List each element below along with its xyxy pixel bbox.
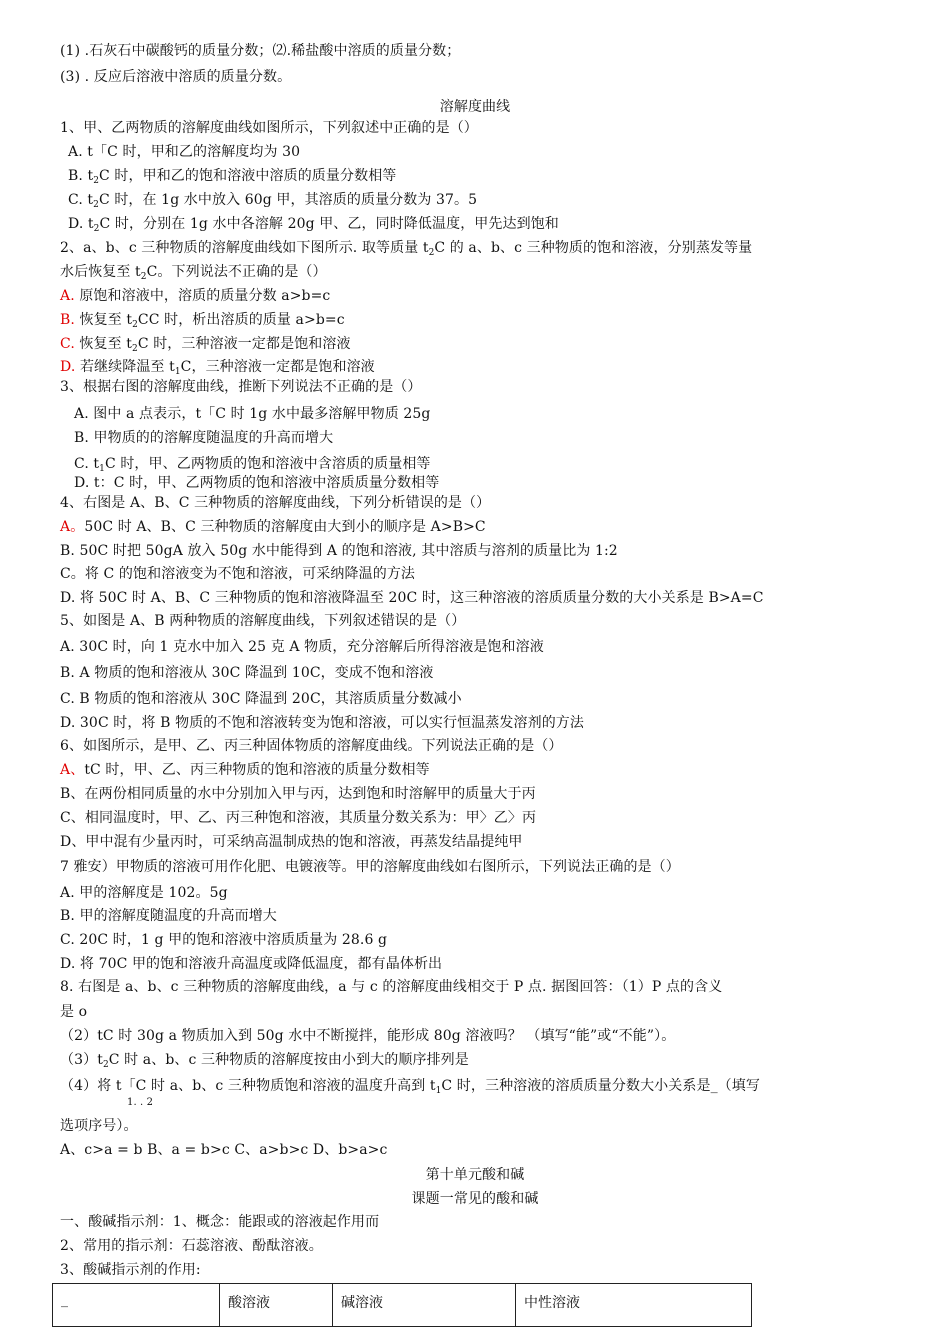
q6-option-d: D、甲中混有少量丙时，可采纳高温制成热的饱和溶液，再蒸发结晶提纯甲 bbox=[60, 834, 523, 850]
q5-option-d: D. 30C 时，将 B 物质的不饱和溶液转变为饱和溶液，可以实行恒温蒸发溶剂的方法 bbox=[60, 715, 584, 731]
table-header-neutral: 中性溶液 bbox=[516, 1284, 752, 1327]
q2-option-c: C. 恢复至 $t_2C$ 时，三种溶液一定都是饱和溶液 bbox=[60, 336, 351, 354]
table-header-blank: _ bbox=[53, 1284, 220, 1327]
q3-option-d: D. t：C 时，甲、乙两物质的饱和溶液中溶质质量分数相等 bbox=[74, 475, 440, 491]
table-header-row bbox=[53, 1284, 752, 1327]
q5-option-b: B. A 物质的饱和溶液从 30C 降温到 10C，变成不饱和溶液 bbox=[60, 665, 434, 681]
q1-option-c: C. $t_2C$ 时，在 1g 水中放入 60g 甲，其溶质的质量分数为 37。5 bbox=[68, 192, 478, 210]
q3-option-c: C. $t_1C$ 时，甲、乙两物质的饱和溶液中含溶质的质量相等 bbox=[74, 456, 431, 474]
q8-part-2: （2）tC 时 30g a 物质加入到 50g 水中不断搅拌，能形成 80g 溶液吗？ （填写“能”或“不能”）。 bbox=[60, 1028, 676, 1044]
q7-option-a: A. 甲的溶解度是 102。5g bbox=[60, 885, 228, 901]
q4-option-c: C。将 C 的饱和溶液变为不饱和溶液，可采纳降温的方法 bbox=[60, 566, 416, 582]
table-header-base: 碱溶液 bbox=[333, 1284, 516, 1327]
q8-options: A、c>a = b B、a = b>c C、a>b>c D、b>a>c bbox=[60, 1142, 388, 1158]
q3-option-b: B. 甲物质的的溶解度随温度的升高而增大 bbox=[74, 430, 334, 446]
q8-part-4-cont: 选项序号）。 bbox=[60, 1118, 138, 1134]
lesson-title: 课题一常见的酸和碱 bbox=[411, 1191, 539, 1207]
q8-part-3: $(3)t_2C$ 时 a、b、c 三种物质的溶解度按由小到大的顺序排列是 bbox=[60, 1052, 469, 1070]
question-8-cont: 是 o bbox=[60, 1004, 88, 1020]
question-part-1-2: (1) .石灰石中碳酸钙的质量分数；⑵.稀盐酸中溶质的质量分数； bbox=[60, 43, 461, 59]
q6-option-a: A、tC 时，甲、乙、丙三种物质的饱和溶液的质量分数相等 bbox=[60, 762, 430, 778]
indicator-usage: 3、酸碱指示剂的作用: bbox=[60, 1262, 201, 1278]
q1-option-b: B. $t_2C$ 时，甲和乙的饱和溶液中溶质的质量分数相等 bbox=[68, 168, 397, 186]
question-7: 7 雅安）甲物质的溶液可用作化肥、电镀液等。甲的溶解度曲线如右图所示，下列说法正确的是（） bbox=[60, 859, 680, 875]
q2-option-d: D. 若继续降温至 $t_1C$，三种溶液一定都是饱和溶液 bbox=[60, 359, 375, 377]
question-2-cont: 水后恢复至 $t_2C$。下列说法不正确的是（） bbox=[60, 264, 327, 282]
q8-subscript-note: 1. . 2 bbox=[127, 1097, 154, 1108]
q5-option-a: A. 30C 时，向 1 克水中加入 25 克 A 物质，充分溶解后所得溶液是饱和溶液 bbox=[60, 639, 544, 655]
question-2: 2、a、b、c 三种物质的溶解度曲线如下图所示. 取等质量 $t_2C$ 的 a、b、c 三种物质的饱和溶液，分别蒸发等量 bbox=[60, 240, 753, 258]
q5-option-c: C. B 物质的饱和溶液从 30C 降温到 20C，其溶质质量分数减小 bbox=[60, 691, 462, 707]
indicator-table bbox=[52, 1283, 752, 1327]
q8-part-4: （4）将 t「C 时 a、b、c 三种物质饱和溶液的温度升高到 $t_1C$ 时，三种溶液的溶质质量分数大小关系是_（填写 bbox=[60, 1078, 760, 1096]
question-part-3: (3) . 反应后溶液中溶质的质量分数。 bbox=[60, 69, 292, 85]
q7-option-d: D. 将 70C 甲的饱和溶液升高温度或降低温度，都有晶体析出 bbox=[60, 956, 443, 972]
q7-option-c: C. 20C 时，1 g 甲的饱和溶液中溶质质量为 28.6 g bbox=[60, 932, 388, 948]
indicator-concept: 一、酸碱指示剂：1、概念：能跟或的溶液起作用而 bbox=[60, 1214, 380, 1230]
q1-option-d: D. $t_2C$ 时，分别在 1g 水中各溶解 20g 甲、乙，同时降低温度，甲先达到饱和 bbox=[68, 216, 559, 234]
q2-option-b: B. 恢复至 $t_2CC$ 时，析出溶质的质量 a>b=c bbox=[60, 312, 345, 330]
q4-option-a: A。50C 时 A、B、C 三种物质的溶解度由大到小的顺序是 A>B>C bbox=[60, 519, 486, 535]
unit-title: 第十单元酸和碱 bbox=[425, 1167, 525, 1183]
indicator-common: 2、常用的指示剂：石蕊溶液、酚酞溶液。 bbox=[60, 1238, 323, 1254]
q6-option-b: B、在两份相同质量的水中分别加入甲与丙，达到饱和时溶解甲的质量大于丙 bbox=[60, 786, 536, 802]
q4-option-d: D. 将 50C 时 A、B、C 三种物质的饱和溶液降温至 20C 时，这三种溶液的溶质质量分数的大小关系是 B>A=C bbox=[60, 590, 764, 606]
table-header-acid: 酸溶液 bbox=[220, 1284, 333, 1327]
q1-option-a: A. t「C 时，甲和乙的溶解度均为 30 bbox=[68, 144, 301, 160]
question-8: 8. 右图是 a、b、c 三种物质的溶解度曲线，a 与 c 的溶解度曲线相交于 P 点. 据图回答：（1）P 点的含义 bbox=[60, 979, 723, 995]
q2-option-a: A. 原饱和溶液中，溶质的质量分数 a>b=c bbox=[60, 288, 331, 304]
question-3: 3、根据右图的溶解度曲线，推断下列说法不正确的是（） bbox=[60, 379, 422, 395]
question-5: 5、如图是 A、B 两种物质的溶解度曲线，下列叙述错误的是（） bbox=[60, 613, 466, 629]
section-title-solubility-curve: 溶解度曲线 bbox=[439, 99, 511, 115]
q6-option-c: C、相同温度时，甲、乙、丙三种饱和溶液，其质量分数关系为：甲〉乙〉丙 bbox=[60, 810, 537, 826]
q3-option-a: A. 图中 a 点表示，t「C 时 1g 水中最多溶解甲物质 25g bbox=[74, 406, 431, 422]
q7-option-b: B. 甲的溶解度随温度的升高而增大 bbox=[60, 908, 277, 924]
question-4: 4、右图是 A、B、C 三种物质的溶解度曲线，下列分析错误的是（） bbox=[60, 495, 491, 511]
question-1: 1、甲、乙两物质的溶解度曲线如图所示，下列叙述中正确的是（） bbox=[60, 120, 478, 136]
question-6: 6、如图所示，是甲、乙、丙三种固体物质的溶解度曲线。下列说法正确的是（） bbox=[60, 738, 563, 754]
q4-option-b: B. 50C 时把 50gA 放入 50g 水中能得到 A 的饱和溶液, 其中溶质与溶剂的质量比为 1:2 bbox=[60, 543, 618, 559]
